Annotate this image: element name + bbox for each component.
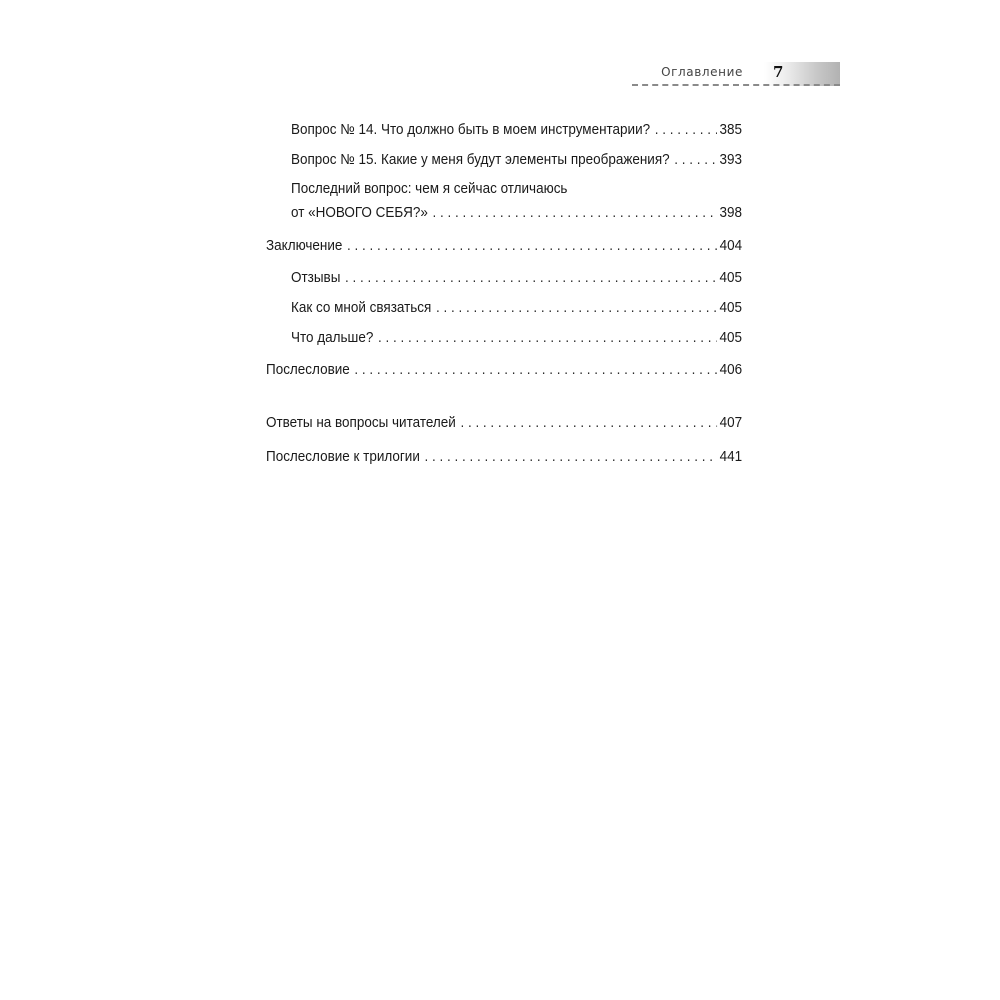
toc-entry-title: Заключение: [266, 238, 343, 254]
toc-entry[interactable]: [266, 411, 742, 435]
dot-leader: [347, 234, 717, 258]
toc-entry-page: 441: [719, 449, 743, 465]
dot-leader: [460, 411, 716, 435]
dot-leader: [674, 148, 716, 172]
toc-entry-title: Вопрос № 15. Какие у меня будут элементы преображения?: [291, 152, 670, 168]
toc-entry-title: от «НОВОГО СЕБЯ?»: [291, 205, 428, 221]
page-number-tab: [764, 62, 840, 86]
toc-entry-page: 385: [719, 122, 743, 138]
toc-entry-page: 404: [719, 238, 743, 254]
dot-leader: [432, 201, 716, 225]
toc-entry-title: Что дальше?: [291, 330, 374, 346]
toc-entry-title: Как со мной связаться: [291, 300, 432, 316]
toc-entry-page: 393: [719, 152, 743, 168]
dot-leader: [436, 296, 717, 320]
dot-leader: [378, 326, 717, 350]
header-dashed-rule: [632, 84, 840, 86]
toc-entry[interactable]: [291, 266, 742, 290]
page-number: 7: [773, 63, 784, 81]
toc-entry[interactable]: [291, 296, 742, 320]
toc-entry[interactable]: [291, 148, 742, 172]
toc-entry[interactable]: [291, 326, 742, 350]
toc-entry-title: Ответы на вопросы читателей: [266, 415, 456, 431]
toc-entry-page: 406: [719, 362, 743, 378]
toc-entry[interactable]: [266, 358, 742, 382]
toc-entry-title: Отзывы: [291, 270, 341, 286]
toc-entry-page: 405: [719, 300, 743, 316]
toc-entry-title: Послесловие к трилогии: [266, 449, 420, 465]
toc-entry[interactable]: [266, 234, 742, 258]
toc-entry[interactable]: [291, 177, 742, 225]
toc-entry-title: Послесловие: [266, 362, 350, 378]
toc-entry-title-line1: Последний вопрос: чем я сейчас отличаюсь: [291, 181, 568, 197]
running-header-title: Оглавление: [661, 65, 743, 79]
toc-entry-page: 407: [719, 415, 743, 431]
dot-leader: [425, 445, 717, 469]
dot-leader: [354, 358, 716, 382]
toc-entry[interactable]: [266, 445, 742, 469]
dot-leader: [655, 118, 717, 142]
toc-entry[interactable]: [291, 118, 742, 142]
toc-entry-page: 405: [719, 330, 743, 346]
toc-entry-title: Вопрос № 14. Что должно быть в моем инструментарии?: [291, 122, 651, 138]
running-header: [632, 62, 840, 88]
toc-entry-page: 405: [719, 270, 743, 286]
dot-leader: [345, 266, 717, 290]
toc-entry-page: 398: [719, 205, 743, 221]
